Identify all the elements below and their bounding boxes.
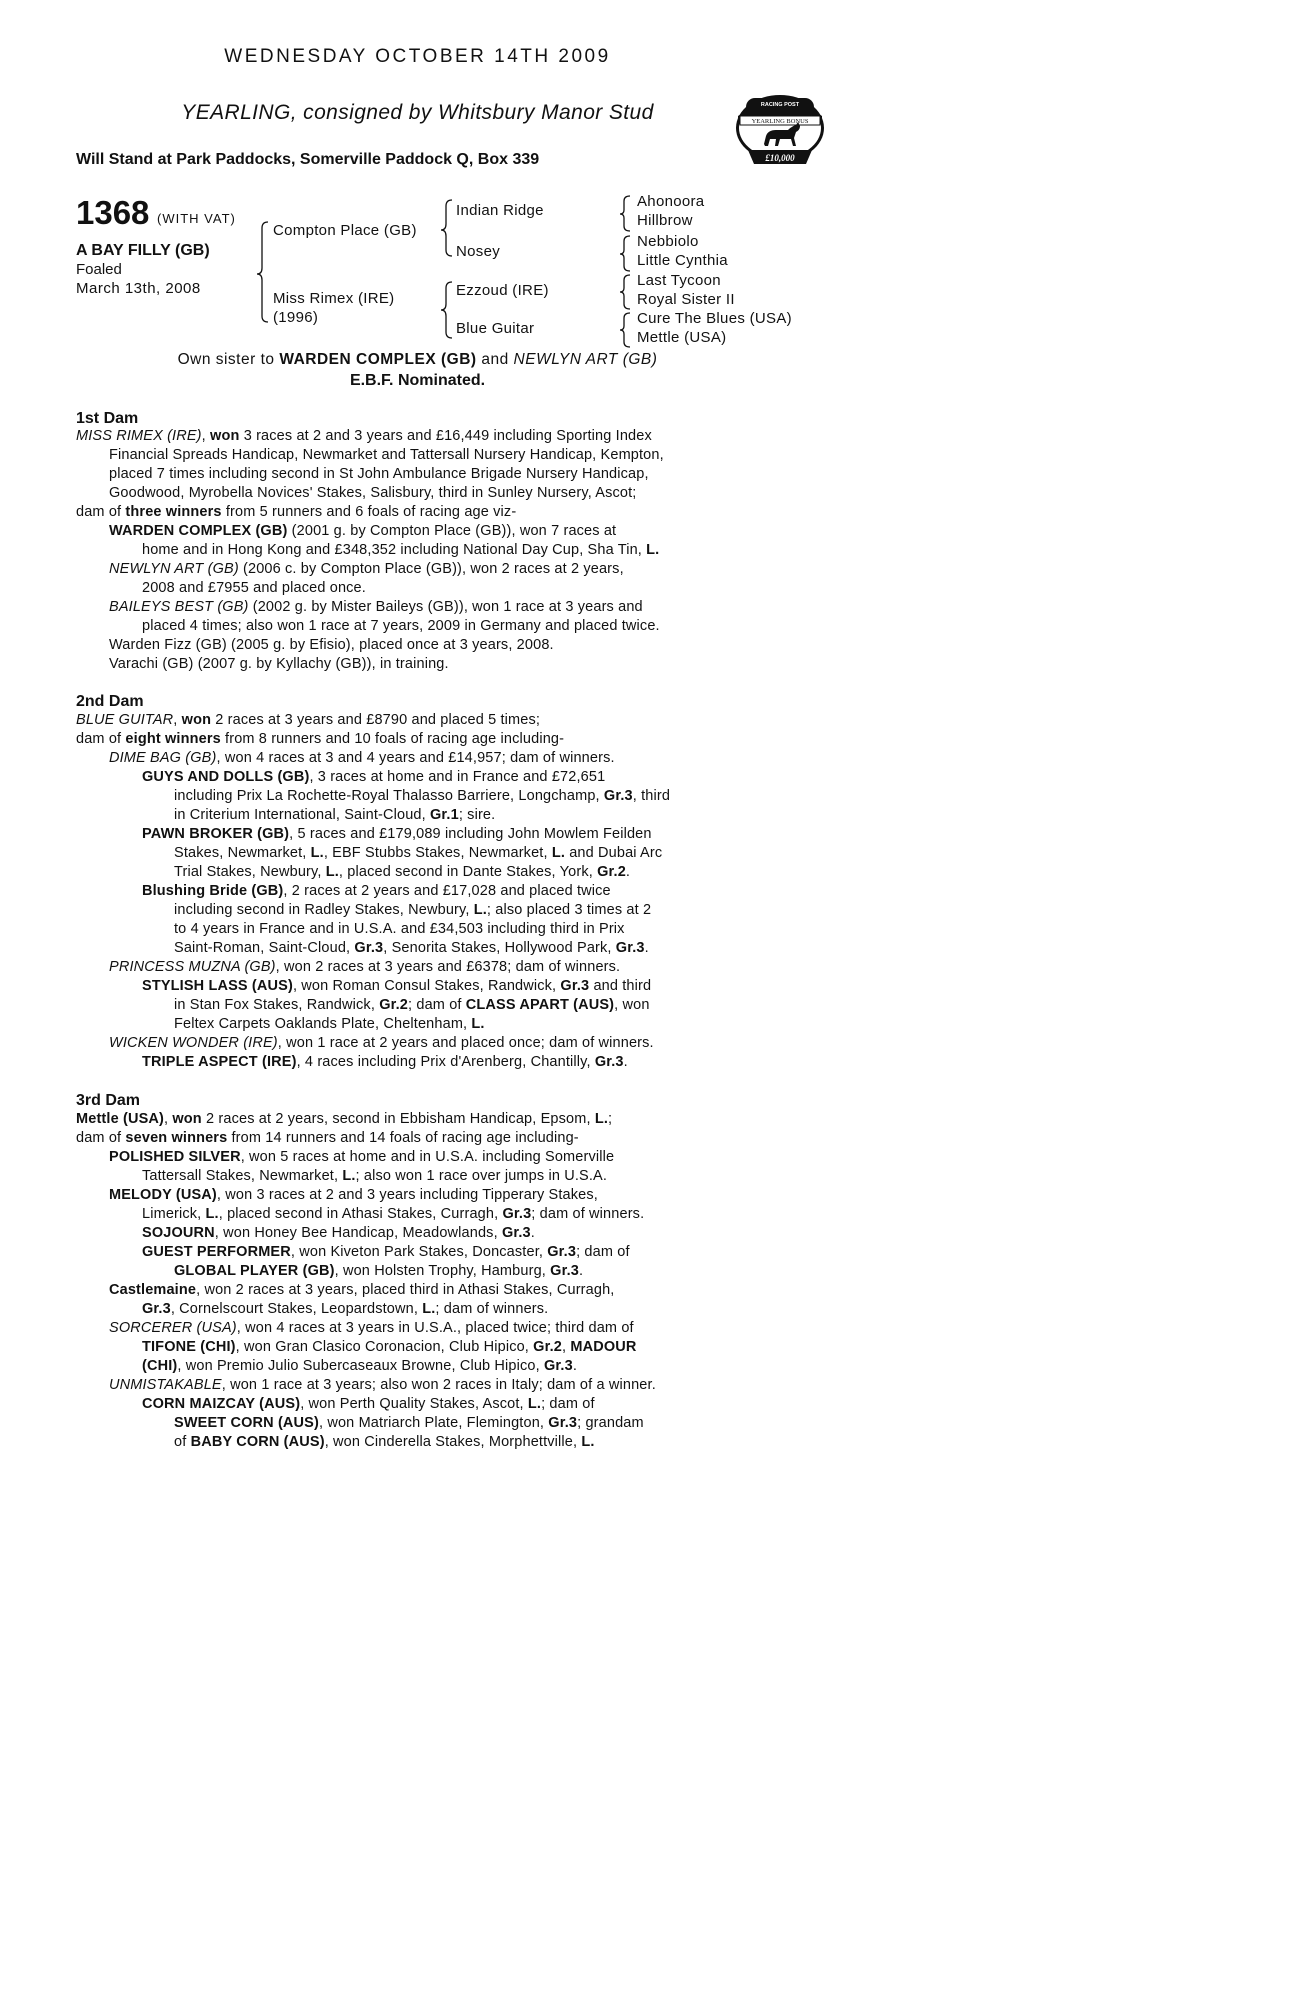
won-label: won — [210, 428, 240, 444]
punct: . — [572, 1358, 578, 1374]
grade-label: Gr.3 — [501, 1225, 531, 1241]
sister-horse-1: WARDEN COMPLEX (GB) — [279, 351, 477, 368]
punct: , — [201, 428, 206, 444]
text-segment: ; dam of — [541, 1396, 595, 1412]
sire-brace — [441, 200, 452, 256]
listed-label: L. — [527, 1396, 542, 1412]
text-segment: , won 3 races at 2 and 3 years including Tipperary Stakes, — [216, 1187, 598, 1203]
text-line: placed 4 times; also won 1 race at 7 years, 2009 in Germany and placed twice. — [142, 618, 660, 634]
dam-name: BLUE GUITAR — [76, 712, 174, 728]
main-brace — [257, 222, 268, 322]
text-line — [109, 1149, 614, 1165]
text-line — [109, 1320, 634, 1336]
text-segment: (2002 g. by Mister Baileys (GB)), won 1 race at 3 years and — [252, 599, 643, 615]
grade-label: Gr.2 — [597, 864, 626, 880]
brace-g4 — [620, 313, 630, 347]
grade-label: Gr.3 — [544, 1358, 573, 1374]
text-line — [76, 712, 540, 728]
pedigree-sire-dam: Nosey — [456, 243, 501, 260]
punct: . — [625, 864, 631, 880]
text-segment: , won Holsten Trophy, Hamburg, — [334, 1263, 546, 1279]
text-line — [109, 1282, 614, 1298]
text-line — [142, 1225, 535, 1241]
grade-label: Gr.3 — [354, 940, 384, 956]
text-line — [174, 902, 651, 918]
text-segment: dam of — [76, 504, 122, 520]
text-segment: and Dubai Arc — [569, 845, 663, 861]
text-line: Warden Fizz (GB) (2005 g. by Efisio), placed once at 3 years, 2008. — [109, 637, 554, 653]
grade-label: Gr.3 — [594, 1054, 624, 1070]
text-line — [142, 1358, 577, 1374]
text-line — [142, 978, 651, 994]
horse-name: MADOUR — [570, 1339, 637, 1355]
text-line — [142, 1339, 637, 1355]
horse-name: TIFONE (CHI) — [142, 1339, 236, 1355]
text-segment: , won 1 race at 2 years and placed once; dam of winners. — [277, 1035, 654, 1051]
text-line — [76, 1111, 612, 1127]
text-line — [142, 769, 605, 785]
third-dam-heading: 3rd Dam — [76, 1092, 141, 1109]
listed-label: L. — [471, 1016, 485, 1032]
horse-name: Blushing Bride (GB) — [142, 883, 284, 899]
horse-name: STYLISH LASS (AUS) — [142, 978, 293, 994]
text-segment: 3 races at 2 and 3 years and £16,449 including Sporting Index — [243, 428, 652, 444]
text-line: placed 7 times including second in St John Ambulance Brigade Nursery Handicap, — [109, 466, 649, 482]
text-segment: in Stan Fox Stakes, Randwick, — [174, 997, 375, 1013]
grade-label: Gr.2 — [379, 997, 409, 1013]
text-segment: , 2 races at 2 years and £17,028 and placed twice — [283, 883, 611, 899]
text-segment: , won Premio Julio Subercaseaux Browne, Club Hipico, — [177, 1358, 540, 1374]
text-segment: Saint-Roman, Saint-Cloud, — [174, 940, 351, 956]
text-segment: Limerick, — [142, 1206, 202, 1222]
horse-name: GLOBAL PLAYER (GB) — [174, 1263, 335, 1279]
grade-label: Gr.3 — [615, 940, 645, 956]
horse-name: CORN MAIZCAY (AUS) — [142, 1396, 301, 1412]
text-segment: ; dam of winners. — [435, 1301, 549, 1317]
text-line — [174, 940, 649, 956]
foaled-label: Foaled — [76, 261, 122, 278]
grade-label: Gr.3 — [603, 788, 633, 804]
punct: ; — [608, 1111, 613, 1127]
punct: . — [530, 1225, 535, 1241]
text-segment: , won 2 races at 3 years, placed third in Athasi Stakes, Curragh, — [196, 1282, 615, 1298]
horse-name: DIME BAG (GB) — [109, 750, 217, 766]
pedigree-g7: Cure The Blues (USA) — [637, 310, 792, 327]
brace-g2 — [620, 236, 630, 271]
text-segment: , Cornelscourt Stakes, Leopardstown, — [170, 1301, 419, 1317]
grade-label: Gr.1 — [430, 807, 459, 823]
pedigree-g8: Mettle (USA) — [637, 329, 727, 346]
text-line — [76, 504, 516, 520]
consignment-line: YEARLING, consigned by Whitsbury Manor Stud — [181, 101, 654, 124]
grade-label: Gr.3 — [550, 1263, 579, 1279]
text-line — [174, 1434, 595, 1450]
sale-date: WEDNESDAY OCTOBER 14TH 2009 — [224, 46, 611, 67]
listed-label: L. — [205, 1206, 219, 1222]
horse-name: Castlemaine — [109, 1282, 197, 1298]
horse-name: UNMISTAKABLE — [109, 1377, 222, 1393]
brace-g3 — [620, 275, 630, 309]
text-line — [142, 1168, 607, 1184]
text-line: to 4 years in France and in U.S.A. and £34,503 including third in Prix — [174, 921, 625, 937]
text-segment: , won Roman Consul Stakes, Randwick, — [292, 978, 557, 994]
text-segment: ; grandam — [577, 1415, 644, 1431]
horse-name: CLASS APART (AUS) — [465, 997, 615, 1013]
listed-label: L. — [422, 1301, 436, 1317]
horse-name: A BAY FILLY (GB) — [76, 242, 210, 259]
listed-label: L. — [594, 1111, 609, 1127]
grade-label: Gr.2 — [533, 1339, 562, 1355]
text-line — [174, 807, 495, 823]
text-segment: , placed second in Athasi Stakes, Curragh, — [218, 1206, 499, 1222]
text-segment: ; dam of winners. — [531, 1206, 645, 1222]
pedigree-g5: Last Tycoon — [637, 272, 721, 289]
text-line: 2008 and £7955 and placed once. — [142, 580, 366, 596]
text-segment: , third — [632, 788, 671, 804]
horse-name: SOJOURN — [142, 1225, 215, 1241]
punct: , — [562, 1339, 567, 1355]
text-segment: Tattersall Stakes, Newmarket, — [142, 1168, 339, 1184]
sister-and: and — [481, 351, 509, 368]
won-label: won — [181, 712, 212, 728]
text-segment: including second in Radley Stakes, Newbury, — [174, 902, 470, 918]
listed-label: L. — [551, 845, 566, 861]
text-line — [174, 1263, 583, 1279]
text-line: Financial Spreads Handicap, Newmarket and Tattersall Nursery Handicap, Kempton, — [109, 447, 664, 463]
text-segment: ; dam of — [576, 1244, 630, 1260]
text-segment: home and in Hong Kong and £348,352 including National Day Cup, Sha Tin, — [142, 542, 642, 558]
lot-number: 1368 — [76, 194, 150, 231]
text-line — [142, 1054, 628, 1070]
text-segment: ; dam of — [408, 997, 462, 1013]
text-segment: from 8 runners and 10 foals of racing age including- — [225, 731, 565, 747]
foaled-date: March 13th, 2008 — [76, 280, 201, 297]
listed-label: L. — [581, 1434, 595, 1450]
text-segment: , won Matriarch Plate, Flemington, — [318, 1415, 545, 1431]
listed-label: L. — [473, 902, 487, 918]
pedigree-dam-year: (1996) — [273, 309, 319, 326]
horse-name: WARDEN COMPLEX (GB) — [109, 523, 288, 539]
text-segment: , won Perth Quality Stakes, Ascot, — [300, 1396, 524, 1412]
text-segment: and third — [593, 978, 652, 994]
text-segment: , won Kiveton Park Stakes, Doncaster, — [290, 1244, 544, 1260]
text-line — [142, 1244, 630, 1260]
text-line — [142, 1206, 644, 1222]
text-line — [142, 1396, 595, 1412]
second-dam-heading: 2nd Dam — [76, 693, 144, 710]
badge-middle-text: YEARLING BONUS — [751, 118, 809, 125]
text-line — [109, 1187, 598, 1203]
horse-name: NEWLYN ART (GB) — [109, 561, 239, 577]
text-line — [109, 599, 643, 615]
text-segment: dam of — [76, 731, 122, 747]
sister-prefix: Own sister to — [177, 351, 275, 368]
text-line — [109, 959, 620, 975]
listed-label: L. — [325, 864, 339, 880]
horse-name: POLISHED SILVER — [109, 1149, 241, 1165]
text-segment: Trial Stakes, Newbury, — [174, 864, 322, 880]
text-segment: in Criterium International, Saint-Cloud, — [174, 807, 426, 823]
text-line — [174, 864, 630, 880]
grade-label: Gr.3 — [547, 1244, 577, 1260]
grade-label: Gr.3 — [560, 978, 590, 994]
ebf-nominated: E.B.F. Nominated. — [349, 372, 486, 389]
text-line — [142, 1301, 548, 1317]
dam-name: MISS RIMEX (IRE) — [76, 428, 202, 444]
pedigree-g6: Royal Sister II — [637, 291, 735, 308]
text-segment: Feltex Carpets Oaklands Plate, Cheltenham, — [174, 1016, 468, 1032]
pedigree-g1: Ahonoora — [637, 193, 705, 210]
winners-count: seven winners — [125, 1130, 228, 1146]
punct: . — [623, 1054, 628, 1070]
won-label: won — [172, 1111, 202, 1127]
horse-name: PRINCESS MUZNA (GB) — [109, 959, 276, 975]
own-sister-line — [0, 351, 835, 369]
text-line — [109, 1035, 654, 1051]
text-line — [174, 997, 650, 1013]
text-segment: dam of — [76, 1130, 122, 1146]
text-line — [142, 883, 611, 899]
horse-name: SORCERER (USA) — [109, 1320, 237, 1336]
text-segment: 2 races at 3 years and £8790 and placed 5 times; — [215, 712, 541, 728]
pedigree-g4: Little Cynthia — [637, 252, 728, 269]
text-segment: (2006 c. by Compton Place (GB)), won 2 races at 2 years, — [243, 561, 624, 577]
text-line: Goodwood, Myrobella Novices' Stakes, Salisbury, third in Sunley Nursery, Ascot; — [109, 485, 637, 501]
badge-top-text: RACING POST — [760, 102, 800, 108]
text-line — [76, 731, 564, 747]
text-segment: ; also won 1 race over jumps in U.S.A. — [355, 1168, 608, 1184]
pedigree-dam-sire: Ezzoud (IRE) — [456, 282, 549, 299]
grade-label: Gr.3 — [548, 1415, 578, 1431]
grade-label: Gr.3 — [502, 1206, 532, 1222]
horse-name: TRIPLE ASPECT (IRE) — [142, 1054, 297, 1070]
text-segment: , won — [614, 997, 650, 1013]
text-segment: ; also placed 3 times at 2 — [486, 902, 652, 918]
listed-label: L. — [310, 845, 324, 861]
text-line — [142, 542, 659, 558]
text-segment: , won 4 races at 3 and 4 years and £14,957; dam of winners. — [216, 750, 615, 766]
text-segment: 2 races at 2 years, second in Ebbisham Handicap, Epsom, — [206, 1111, 591, 1127]
text-line — [109, 561, 624, 577]
listed-label: L. — [342, 1168, 356, 1184]
text-line — [109, 750, 615, 766]
text-segment: , placed second in Dante Stakes, York, — [338, 864, 593, 880]
text-segment: (2001 g. by Compton Place (GB)), won 7 races at — [291, 523, 617, 539]
text-line — [174, 1016, 485, 1032]
text-segment: Stakes, Newmarket, — [174, 845, 307, 861]
pedigree-g3: Nebbiolo — [637, 233, 699, 250]
text-line — [174, 1415, 644, 1431]
text-segment: , won 1 race at 3 years; also won 2 races in Italy; dam of a winner. — [221, 1377, 656, 1393]
text-segment: from 14 runners and 14 foals of racing age including- — [231, 1130, 579, 1146]
punct: . — [644, 940, 649, 956]
text-segment: , won Gran Clasico Coronacion, Club Hipico, — [235, 1339, 529, 1355]
text-segment: , Senorita Stakes, Hollywood Park, — [383, 940, 612, 956]
text-segment: , won Cinderella Stakes, Morphettville, — [324, 1434, 578, 1450]
pedigree-sire-sire: Indian Ridge — [456, 202, 544, 219]
text-line — [174, 788, 670, 804]
pedigree-dam-dam: Blue Guitar — [456, 320, 535, 337]
text-segment: , 3 races at home and in France and £72,651 — [309, 769, 606, 785]
text-segment: , won 2 races at 3 years and £6378; dam of winners. — [275, 959, 621, 975]
horse-name: GUEST PERFORMER — [142, 1244, 291, 1260]
listed-label: L. — [646, 542, 660, 558]
dam-brace — [441, 282, 452, 338]
text-line: Varachi (GB) (2007 g. by Kyllachy (GB)), in training. — [109, 656, 449, 672]
text-line — [142, 826, 652, 842]
text-segment: , EBF Stubbs Stakes, Newmarket, — [323, 845, 548, 861]
text-segment: , won 5 races at home and in U.S.A. including Somerville — [240, 1149, 615, 1165]
horse-name: (CHI) — [142, 1358, 178, 1374]
brace-g1 — [620, 196, 630, 231]
horse-name: SWEET CORN (AUS) — [174, 1415, 319, 1431]
text-line — [76, 428, 652, 444]
horse-name: WICKEN WONDER (IRE) — [109, 1035, 278, 1051]
winners-count: three winners — [125, 504, 222, 520]
punct: . — [578, 1263, 584, 1279]
text-segment: ; sire. — [458, 807, 496, 823]
pedigree-dam: Miss Rimex (IRE) — [273, 290, 395, 307]
winners-count: eight winners — [125, 731, 221, 747]
text-line — [109, 1377, 656, 1393]
text-segment: from 5 runners and 6 foals of racing age viz- — [225, 504, 517, 520]
text-segment: including Prix La Rochette-Royal Thalasso Barriere, Longchamp, — [174, 788, 600, 804]
punct: , — [173, 712, 178, 728]
text-segment: , won Honey Bee Handicap, Meadowlands, — [214, 1225, 498, 1241]
text-segment: , won 4 races at 3 years in U.S.A., placed twice; third dam of — [236, 1320, 634, 1336]
pedigree-sire: Compton Place (GB) — [273, 222, 417, 239]
text-line — [109, 523, 616, 539]
badge-amount: £10,000 — [765, 153, 795, 163]
sister-horse-2: NEWLYN ART (GB) — [513, 351, 658, 368]
text-segment: of — [174, 1434, 187, 1450]
horse-name: BABY CORN (AUS) — [190, 1434, 325, 1450]
horse-name: GUYS AND DOLLS (GB) — [142, 769, 310, 785]
dam-name: Mettle (USA) — [76, 1111, 164, 1127]
text-line — [76, 1130, 579, 1146]
text-segment: , 4 races including Prix d'Arenberg, Chantilly, — [296, 1054, 591, 1070]
vat-label: (WITH VAT) — [157, 211, 236, 226]
horse-name: PAWN BROKER (GB) — [142, 826, 290, 842]
pedigree-g2: Hillbrow — [637, 212, 693, 229]
punct: , — [164, 1111, 169, 1127]
grade-label: Gr.3 — [142, 1301, 171, 1317]
horse-name: BAILEYS BEST (GB) — [109, 599, 249, 615]
first-dam-heading: 1st Dam — [76, 410, 139, 427]
text-segment: , 5 races and £179,089 including John Mowlem Feilden — [289, 826, 652, 842]
stand-location: Will Stand at Park Paddocks, Somerville Paddock Q, Box 339 — [76, 151, 540, 168]
horse-name: MELODY (USA) — [109, 1187, 217, 1203]
text-line — [174, 845, 662, 861]
